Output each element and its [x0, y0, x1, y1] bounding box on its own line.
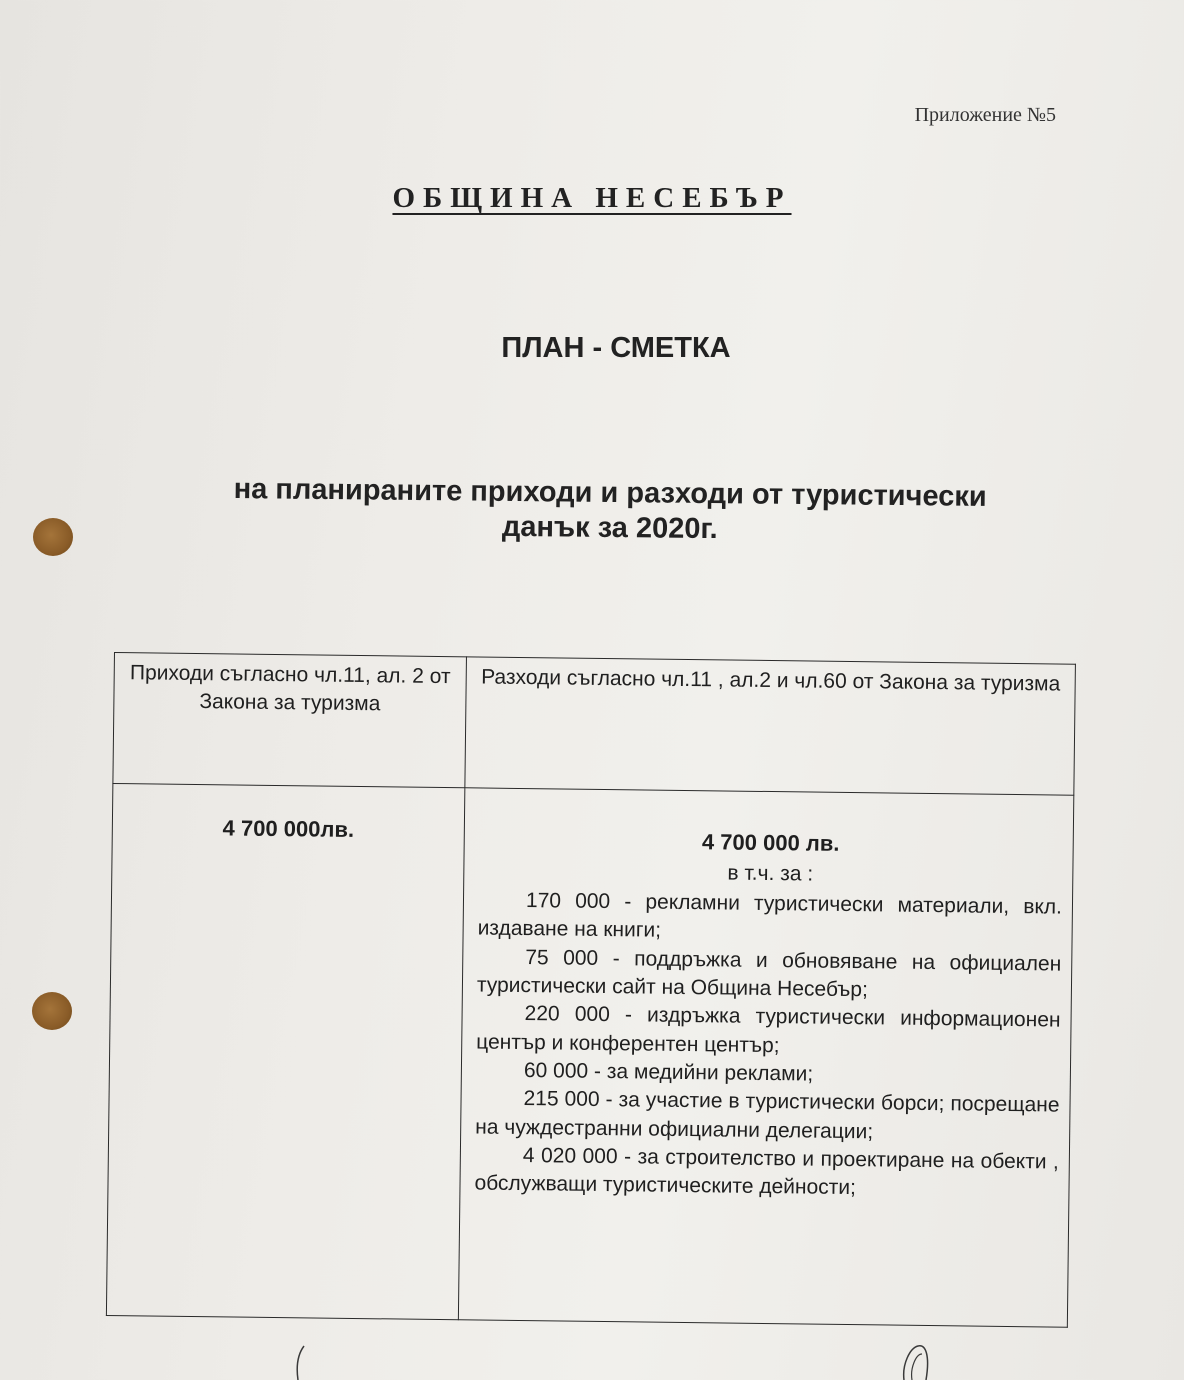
list-item [477, 886, 1062, 950]
item-text: - за медийни реклами; [593, 1059, 814, 1086]
budget-table-wrapper [106, 652, 1076, 1328]
punch-hole-bottom [32, 992, 72, 1030]
including-label: в т.ч. за : [727, 861, 814, 886]
list-item [475, 1085, 1060, 1149]
punch-hole-top [33, 518, 73, 556]
subtitle-line-1: на планираните приходи и разходи от туристически [233, 473, 987, 513]
expenses-cell [458, 788, 1073, 1327]
income-amount: 4 700 000лв. [106, 783, 464, 1319]
header-expenses: Разходи съгласно чл.11 , ал.2 и чл.60 от Закона за туризма [465, 657, 1076, 795]
list-item [474, 1142, 1059, 1206]
subtitle-line-2: данък за 2020г. [501, 510, 718, 545]
document-title: ПЛАН - СМЕТКА [501, 332, 731, 364]
municipality-heading: ОБЩИНА НЕСЕБЪР [392, 182, 792, 214]
item-text: - рекламни туристически материали, вкл. издаване на книги; [477, 890, 1063, 943]
table-body-row [106, 783, 1073, 1327]
document-subtitle [170, 471, 1051, 550]
expense-total: 4 700 000 лв. [701, 829, 840, 856]
signature-mark-right [896, 1340, 942, 1380]
item-amount: 170 000 [525, 889, 611, 914]
item-text: - за участие в туристически борси; посрещане на чуждестранни официални делегации; [475, 1088, 1060, 1144]
item-amount: 215 000 [523, 1087, 600, 1112]
header-income: Приходи съгласно чл.11, ал. 2 от Закона за туризма [113, 653, 467, 788]
item-amount: 60 000 [523, 1059, 589, 1083]
item-text: - поддръжка и обновяване на официален туристически сайт на Община Несебър; [476, 946, 1062, 1002]
item-amount: 220 000 [524, 1002, 610, 1027]
signature-mark-left [286, 1344, 316, 1380]
table-header-row [113, 653, 1076, 796]
item-amount: 4 020 000 [522, 1144, 618, 1169]
item-text: - за строителство и проектиране на обекти , обслужващи туристическите дейности; [474, 1145, 1059, 1200]
budget-table [106, 652, 1076, 1328]
item-text: - издръжка туристически информационен център и конферентен център; [476, 1003, 1061, 1057]
list-item [477, 943, 1062, 1007]
annex-label: Приложение №5 [914, 104, 1056, 126]
list-item [476, 1000, 1061, 1064]
item-amount: 75 000 [525, 945, 599, 970]
